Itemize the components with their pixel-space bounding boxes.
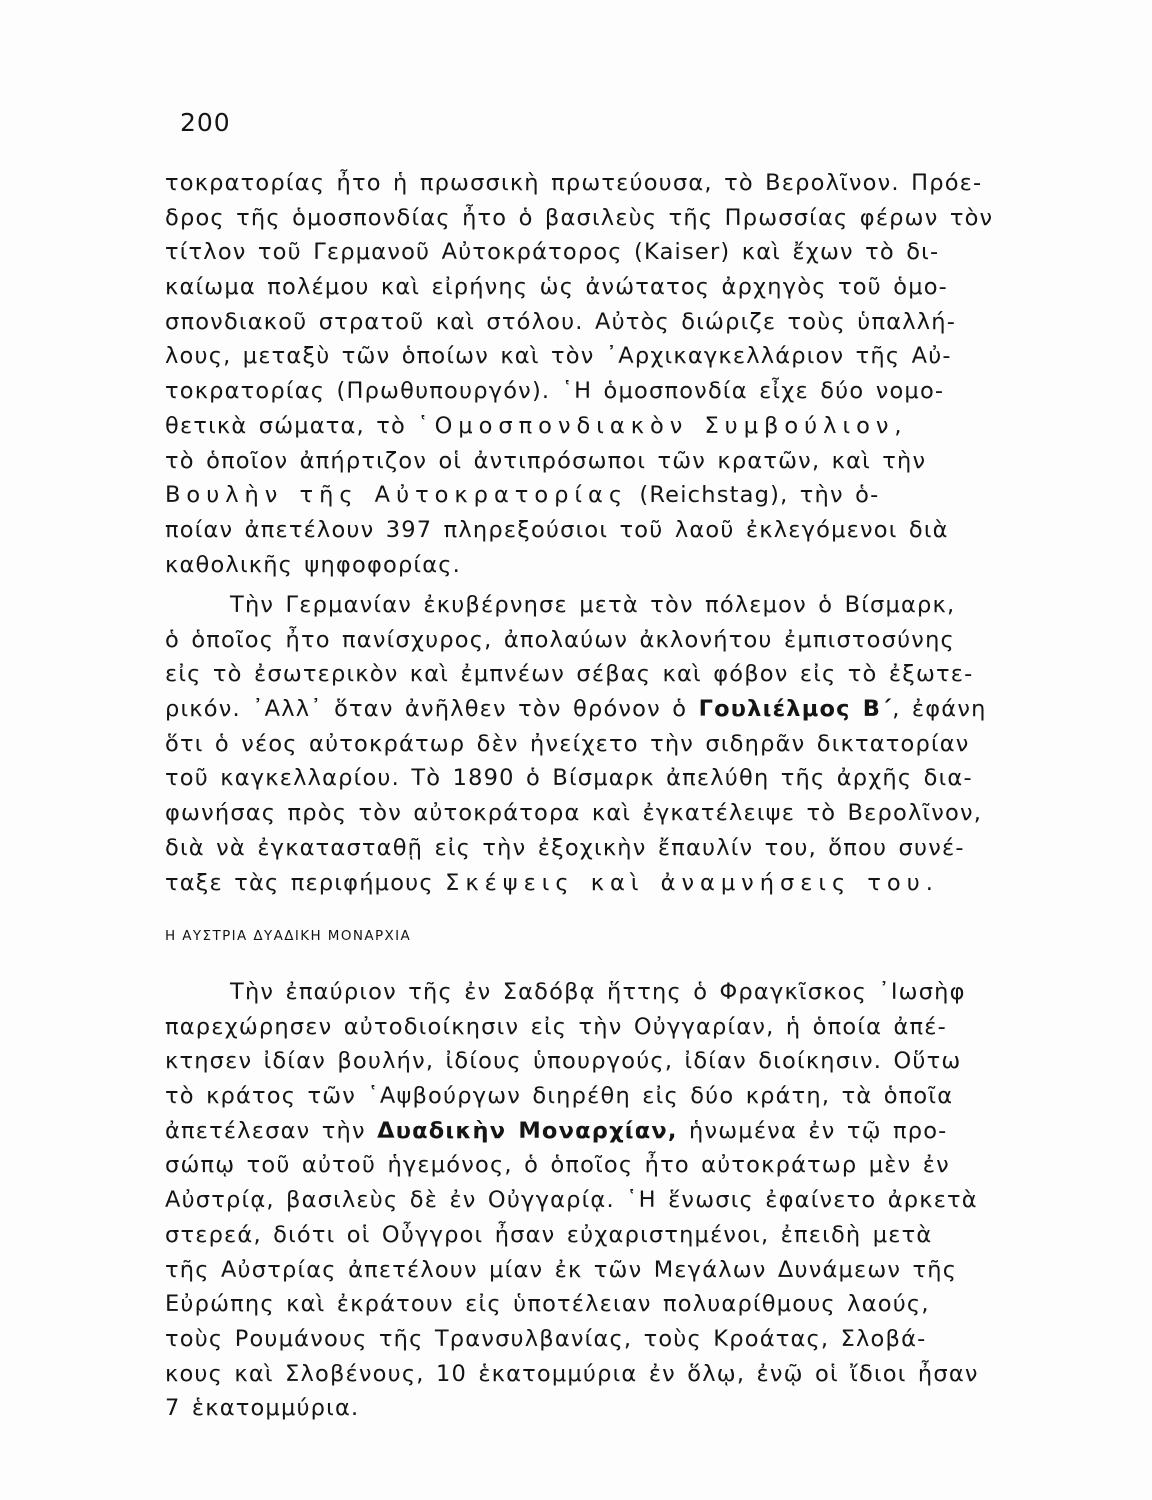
text-line: διὰ νὰ ἐγκατασταθῇ εἰς τὴν ἐξοχικὴν ἔπαυλίν του, ὅπου συνέ-: [165, 834, 965, 861]
paragraph-german-empire: [165, 166, 1130, 582]
text-line: τοκρατορίας (Πρωθυπουργόν). ῾Η ὁμοσπονδία εἶχε δύο νομο-: [165, 378, 945, 405]
text-line: φωνήσας πρὸς τὸν αὐτοκράτορα καὶ ἐγκατέλειψε τὸ Βερολῖνον,: [165, 800, 983, 827]
text-fragment: , ἐφάνη: [892, 696, 987, 723]
text-line: Τὴν ἐπαύριον τῆς ἐν Σαδόβᾳ ἥττης ὁ Φραγκῖσκος ᾿Ιωσὴφ: [230, 979, 966, 1005]
text-line: Αὐστρίᾳ, βασιλεὺς δὲ ἐν Οὐγγαρίᾳ. ῾Η ἕνωσις ἐφαίνετο ἀρκετὰ: [165, 1187, 978, 1214]
spaced-term-federal-council: ῾Ομοσπονδιακὸν Συμβούλιον,: [417, 412, 908, 439]
text-fragment: ἀπετέλεσαν τὴν: [165, 1117, 378, 1144]
text-line: Τὴν Γερμανίαν ἐκυβέρνησε μετὰ τὸν πόλεμον ὁ Βίσμαρκ,: [230, 592, 956, 618]
text-line: Εὐρώπης καὶ ἐκράτουν εἰς ὑποτέλειαν πολυαρίθμους λαούς,: [165, 1291, 930, 1318]
text-line: καθολικῆς ψηφοφορίας.: [165, 551, 462, 578]
text-fragment: θετικὰ σώματα, τὸ: [165, 412, 418, 439]
text-line: τίτλον τοῦ Γερμανοῦ Αὐτοκράτορος (Kaiser) καὶ ἔχων τὸ δι-: [165, 239, 940, 266]
bold-term-wilhelm: Γουλιέλμος Β΄: [698, 696, 893, 723]
text-line: ποίαν ἀπετέλουν 397 πληρεξούσιοι τοῦ λαοῦ ἐκλεγόμενοι διὰ: [165, 516, 949, 543]
text-line: τὸ κράτος τῶν ῾Αψβούργων διηρέθη εἰς δύο κράτη, τὰ ὁποῖα: [165, 1083, 954, 1110]
text-line: τοκρατορίας ἦτο ἡ πρωσσικὴ πρωτεύουσα, τὸ Βερολῖνον. Πρόε-: [165, 170, 983, 196]
text-line: καίωμα πολέμου καὶ εἰρήνης ὡς ἀνώτατος ἀρχηγὸς τοῦ ὁμο-: [165, 274, 948, 301]
text-line: ὅτι ὁ νέος αὐτοκράτωρ δὲν ἠνείχετο τὴν σιδηρᾶν δικτατορίαν: [165, 730, 970, 757]
spaced-term-reichstag: Βουλὴν τῆς Αὐτοκρατορίας: [165, 482, 629, 509]
text-line: δρος τῆς ὁμοσπονδίας ἦτο ὁ βασιλεὺς τῆς Πρωσσίας φέρων τὸν: [165, 204, 994, 231]
bold-term-dual-monarchy: Δυαδικὴν Μοναρχίαν,: [377, 1117, 678, 1144]
text-line: [165, 1114, 1130, 1149]
text-line: [165, 866, 1130, 901]
text-line: τῆς Αὐστρίας ἀπετέλουν μίαν ἐκ τῶν Μεγάλων Δυνάμεων τῆς: [165, 1256, 958, 1283]
text-fragment: ρικόν. ᾿Αλλ᾿ ὅταν ἀνῆλθεν τὸν θρόνον ὁ: [165, 696, 699, 723]
text-line: τοὺς Ρουμάνους τῆς Τρανσυλβανίας, τοὺς Κροάτας, Σλοβά-: [165, 1325, 927, 1352]
text-line: [165, 692, 1130, 727]
text-line: λους, μεταξὺ τῶν ὁποίων καὶ τὸν ᾿Αρχικαγκελλάριον τῆς Αὐ-: [165, 343, 952, 370]
text-line: [165, 409, 1130, 444]
text-line: παρεχώρησεν αὐτοδιοίκησιν εἰς τὴν Οὐγγαρίαν, ἡ ὁποία ἀπέ-: [165, 1013, 947, 1040]
text-line: τὸ ὁποῖον ἀπήρτιζον οἱ ἀντιπρόσωποι τῶν κρατῶν, καὶ τὴν: [165, 447, 927, 474]
text-line: σπονδιακοῦ στρατοῦ καὶ στόλου. Αὐτὸς διώριζε τοὺς ὑπαλλή-: [165, 308, 957, 335]
page-number: 200: [180, 108, 231, 137]
spaced-term-memoirs: Σκέψεις καὶ ἀναμνήσεις του.: [445, 869, 939, 896]
text-line: ὁ ὁποῖος ἦτο πανίσχυρος, ἀπολαύων ἀκλονήτου ἐμπιστοσύνης: [165, 626, 955, 653]
text-line: τοῦ καγκελλαρίου. Τὸ 1890 ὁ Βίσμαρκ ἀπελύθη τῆς ἀρχῆς δια-: [165, 765, 973, 792]
text-line: κτησεν ἰδίαν βουλήν, ἰδίους ὑπουργούς, ἰδίαν διοίκησιν. Οὕτω: [165, 1048, 962, 1075]
text-fragment: ἡνωμένα ἐν τῷ προ-: [677, 1117, 948, 1144]
text-fragment: ταξε τὰς περιφήμους: [165, 869, 446, 896]
paragraph-austria: [165, 975, 1130, 1426]
text-line: εἰς τὸ ἐσωτερικὸν καὶ ἐμπνέων σέβας καὶ φόβον εἰς τὸ ἐξωτε-: [165, 661, 974, 688]
paragraph-bismarck: [165, 588, 1130, 900]
text-line: κους καὶ Σλοβένους, 10 ἑκατομμύρια ἐν ὅλῳ, ἐνῷ οἱ ἴδιοι ἦσαν: [165, 1360, 979, 1387]
text-line: στερεά, διότι οἱ Οὖγγροι ἦσαν εὐχαριστημένοι, ἐπειδὴ μετὰ: [165, 1221, 933, 1248]
text-fragment: (Reichstag), τὴν ὁ-: [628, 482, 880, 509]
text-line: 7 ἑκατομμύρια.: [165, 1395, 360, 1422]
text-line: σώπῳ τοῦ αὐτοῦ ἡγεμόνος, ὁ ὁποῖος ἦτο αὐτοκράτωρ μὲν ἐν: [165, 1152, 950, 1179]
text-line: [165, 478, 1130, 513]
section-heading: Η ΑΥΣΤΡΙΑ ΔΥΑΔΙΚΗ ΜΟΝΑΡΧΙΑ: [165, 928, 412, 944]
